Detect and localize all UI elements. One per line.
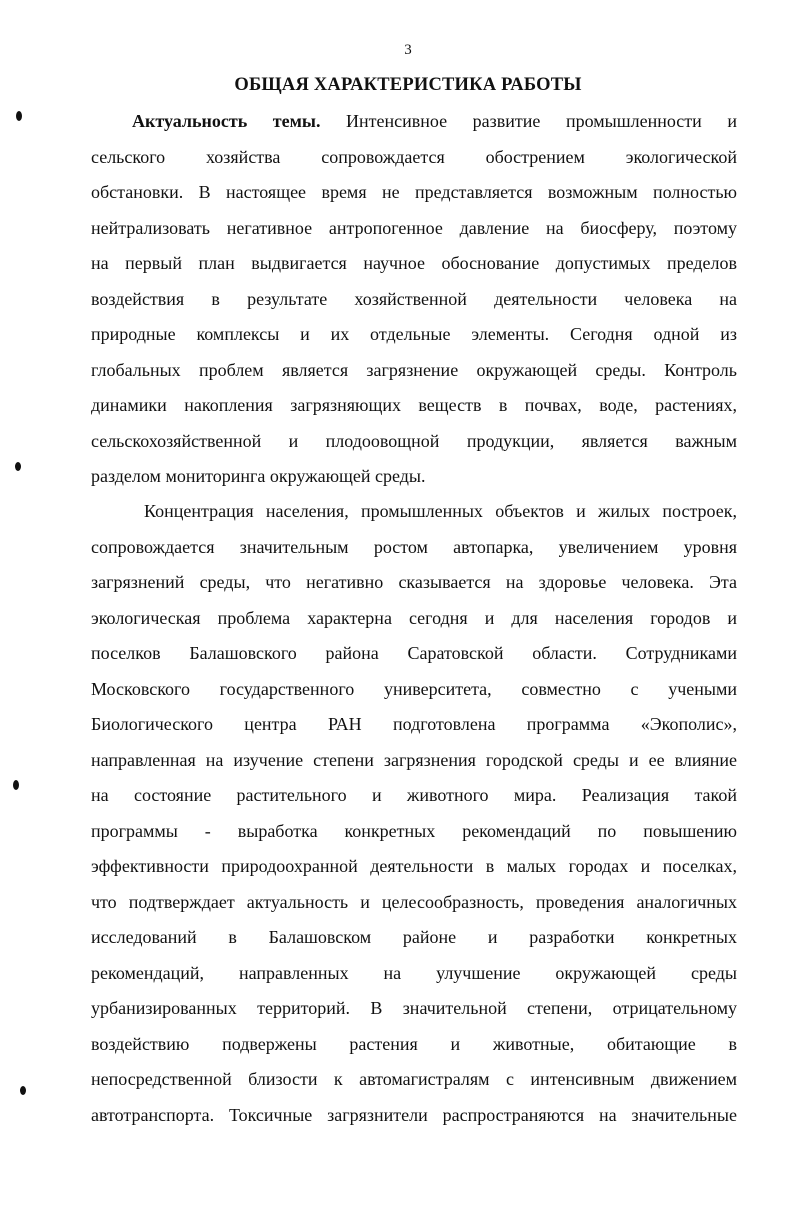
binding-mark [20,1086,26,1095]
paragraph-line: направленная на изучение степени загрязнения городской среды и ее влияние [91,749,737,770]
section-lead: Актуальность темы. [132,111,321,131]
paragraph-line: исследований в Балашовском районе и разработки конкретных [91,927,737,947]
paragraph-line: воздействию подвержены растения и животные, обитающие в [91,1033,737,1054]
paragraph-line: Московского государственного университета, совместно с учеными [91,678,737,699]
paragraph-line: что подтверждает актуальность и целесообразность, проведения аналогичных [91,891,737,912]
paragraph-line: непосредственной близости к автомагистралям с интенсивным движением [91,1069,737,1089]
paragraph-line: эффективности природоохранной деятельности в малых городах и поселках, [91,856,737,876]
paragraph-line: динамики накопления загрязняющих веществ в почвах, воде, растениях, [91,395,737,415]
page-number: 3 [404,42,412,58]
binding-mark [15,462,21,471]
paragraph-line: глобальных проблем является загрязнение окружающей среды. Контроль [91,359,737,380]
paragraph-line: Концентрация населения, промышленных объектов и жилых построек, [144,501,737,521]
paragraph-line: рекомендаций, направленных на улучшение окружающей среды [91,962,737,983]
paragraph-line: урбанизированных территорий. В значительной степени, отрицательному [91,998,737,1018]
paragraph-line: сельского хозяйства сопровождается обострением экологической [91,146,737,167]
paragraph-line: обстановки. В настоящее время не представляется возможным полностью [91,182,737,202]
paragraph-line: природные комплексы и их отдельные элементы. Сегодня одной из [91,324,737,344]
paragraph-line: воздействия в результате хозяйственной деятельности человека на [91,288,737,309]
paragraph-line [91,104,737,140]
paragraph-line: разделом мониторинга окружающей среды. [91,466,426,486]
line-text: Интенсивное развитие промышленности и [320,111,737,131]
paragraph-line: автотранспорта. Токсичные загрязнители распространяются на значительные [91,1104,737,1125]
paragraph-line: поселков Балашовского района Саратовской области. Сотрудниками [91,643,737,663]
paragraph-line: на первый план выдвигается научное обоснование допустимых пределов [91,253,737,273]
binding-mark [13,780,19,790]
page-title: ОБЩАЯ ХАРАКТЕРИСТИКА РАБОТЫ [234,75,582,95]
paragraph-line: экологическая проблема характерна сегодня и для населения городов и [91,607,737,628]
binding-mark [16,111,22,121]
paragraph-line: сельскохозяйственной и плодоовощной продукции, является важным [91,430,737,451]
paragraph-line: Биологического центра РАН подготовлена программа «Экополис», [91,714,737,734]
paragraph-line: сопровождается значительным ростом автопарка, увеличением уровня [91,536,737,557]
paragraph-concentration [91,494,737,1133]
paragraph-line: на состояние растительного и животного мира. Реализация такой [91,785,737,805]
paragraph-relevance [91,104,737,495]
paragraph-line: загрязнений среды, что негативно сказывается на здоровье человека. Эта [91,572,737,592]
paragraph-line: нейтрализовать негативное антропогенное давление на биосферу, поэтому [91,217,737,238]
paragraph-line: программы - выработка конкретных рекомендаций по повышению [91,820,737,841]
